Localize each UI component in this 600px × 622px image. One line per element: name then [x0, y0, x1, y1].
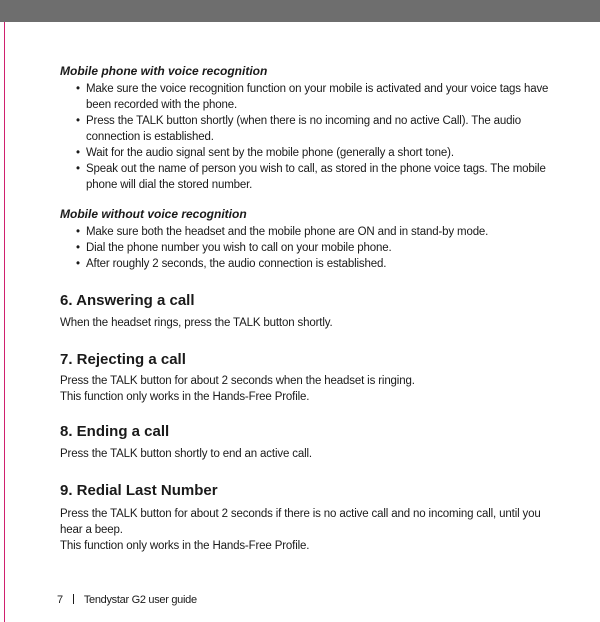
list-item: • Speak out the name of person you wish to call, as stored in the phone voice tags. The mobile phone will dial the stored number. [76, 163, 546, 191]
section-rejecting [60, 351, 564, 405]
section-paragraph: This function only works in the Hands-Free Profile. [60, 391, 310, 403]
list-item: • After roughly 2 seconds, the audio connection is established. [76, 258, 387, 270]
bullet-icon: • [76, 163, 80, 175]
section-answering [60, 292, 564, 331]
section-paragraph: This function only works in the Hands-Free Profile. [60, 540, 310, 552]
no-voice-recognition-list [60, 224, 564, 272]
voice-recognition-block [60, 64, 564, 193]
section-paragraph: When the headset rings, press the TALK button shortly. [60, 317, 333, 329]
page-number: 7 [57, 594, 63, 606]
top-header-bar [0, 0, 600, 22]
guide-title: Tendystar G2 user guide [83, 594, 197, 606]
bullet-icon: • [76, 258, 80, 270]
bullet-icon: • [76, 147, 80, 159]
bullet-icon: • [76, 83, 80, 95]
section-paragraph: Press the TALK button for about 2 seconds when the headset is ringing. [60, 375, 415, 387]
left-margin-rule [4, 22, 5, 622]
voice-recognition-list [60, 81, 564, 193]
list-item: • Dial the phone number you wish to call on your mobile phone. [76, 242, 392, 254]
section-paragraph: Press the TALK button for about 2 seconds if there is no active call and no incoming call, until you hear a beep. [60, 508, 541, 536]
section-redial [60, 482, 564, 554]
no-voice-recognition-block [60, 207, 564, 272]
section-title: 8. Ending a call [60, 423, 170, 440]
bullet-icon: • [76, 242, 80, 254]
voice-recognition-title: Mobile phone with voice recognition [60, 64, 268, 78]
list-item: • Make sure both the headset and the mobile phone are ON and in stand-by mode. [76, 226, 489, 238]
bullet-icon: • [76, 226, 80, 238]
list-item: • Wait for the audio signal sent by the mobile phone (generally a short tone). [76, 147, 454, 159]
section-title: 7. Rejecting a call [60, 351, 186, 368]
section-title: 6. Answering a call [60, 292, 195, 309]
footer-separator [73, 594, 74, 604]
list-item: • Press the TALK button shortly (when there is no incoming and no active Call). The audio connection is established. [76, 115, 522, 143]
section-ending [60, 423, 564, 462]
list-item: • Make sure the voice recognition function on your mobile is activated and your voice tags have been recorded with the phone. [76, 83, 549, 111]
page-footer [57, 594, 197, 606]
no-voice-recognition-title: Mobile without voice recognition [60, 207, 247, 221]
page-content [60, 64, 564, 554]
section-paragraph: Press the TALK button shortly to end an active call. [60, 448, 312, 460]
bullet-icon: • [76, 115, 80, 127]
section-title: 9. Redial Last Number [60, 482, 218, 499]
